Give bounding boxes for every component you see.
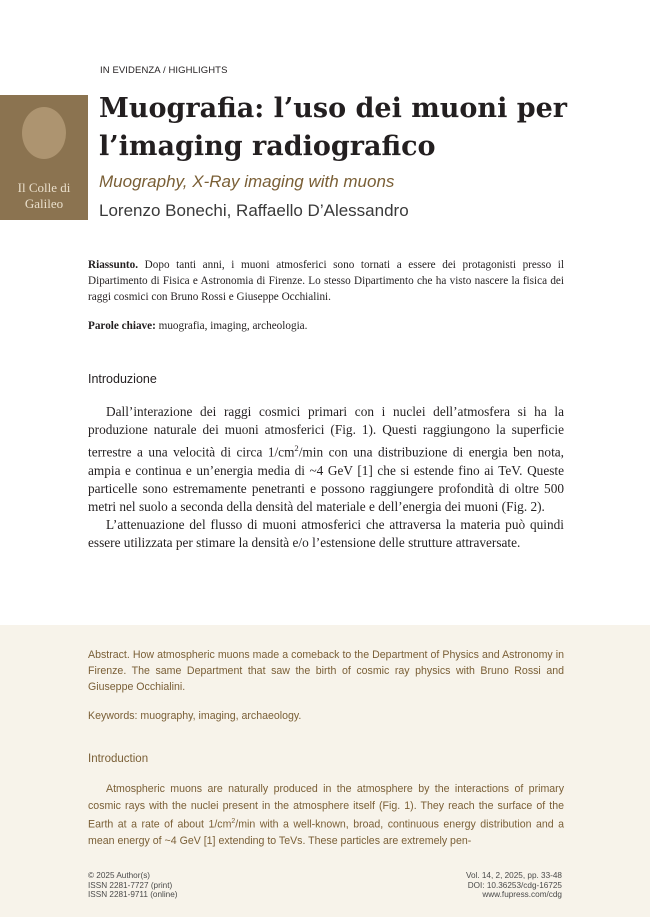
keywords-text-it: muografia, imaging, archeologia. bbox=[155, 320, 308, 332]
en-p1-superscript: 2 bbox=[231, 818, 236, 825]
italian-body bbox=[88, 403, 564, 552]
footer-url[interactable]: www.fupress.com/cdg bbox=[482, 890, 562, 900]
article-title bbox=[99, 90, 619, 166]
footer-right bbox=[466, 871, 562, 900]
it-p1-part-b: /min con una distribuzione di energia ben nota, ampia e continua e un’energia media di ~4 GeV [1] che si estende fino ai TeV. Queste particelle sono estremamente penetranti e possono raggiungere profondità di oltre 500 metri nel suolo a seconda della densità del materiale e dell’energia dei muoni (Fig. 2). bbox=[88, 444, 564, 514]
keywords-label-it: Parole chiave: bbox=[88, 320, 156, 332]
en-p1-part-b: /min with a well-known, broad, continuous energy distribution and a mean energy of ~4 GeV [1] extending to TeVs. These particles are extremely pen- bbox=[88, 818, 565, 848]
it-p1-superscript: 2 bbox=[294, 443, 299, 454]
section-tag: IN EVIDENZA / HIGHLIGHTS bbox=[100, 65, 228, 76]
logo-emblem-icon bbox=[22, 107, 66, 159]
footer-volume: Vol. 14, 2, 2025, pp. 33-48 bbox=[465, 871, 562, 880]
authors: Lorenzo Bonechi, Raffaello D’Alessandro bbox=[99, 201, 409, 220]
abstract-label-en: Abstract. bbox=[88, 649, 130, 661]
english-abstract bbox=[88, 648, 564, 695]
footer-copyright: © 2025 Author(s) bbox=[88, 871, 151, 880]
english-keywords bbox=[88, 709, 564, 725]
keywords-label-en: Keywords: bbox=[88, 710, 138, 722]
it-p1-part-a: Dall’interazione dei raggi cosmici primari con i nuclei dell’atmosfera si ha la produzione naturale dei muoni atmosferici (Fig. 1). Questi raggiungono la superficie terrestre a una velocità di circa 1/cm bbox=[88, 404, 564, 460]
logo-line2: Galileo bbox=[24, 196, 64, 211]
italian-paragraph-2: L’attenuazione del flusso di muoni atmosferici che attraversa la materia può quindi essere utilizzata per stimare la densità e/o l’estensione delle strutture attraversate. bbox=[88, 516, 564, 551]
abstract-text-en: How atmospheric muons made a comeback to the Department of Physics and Astronomy in Firenze. The same Department that saw the birth of cosmic ray physics with Bruno Rossi and Giuseppe Occhialini. bbox=[88, 649, 564, 693]
title-line2: l’imaging radiografico bbox=[99, 131, 436, 162]
heading-introduction: Introduction bbox=[88, 753, 149, 765]
english-paragraph-1 bbox=[88, 781, 564, 850]
logo-text bbox=[0, 180, 88, 212]
footer-doi[interactable]: DOI: 10.36253/cdg-16725 bbox=[467, 880, 562, 890]
italian-paragraph-1 bbox=[88, 403, 564, 516]
italian-keywords bbox=[88, 319, 564, 335]
en-p1-part-a: Atmospheric muons are naturally produced in the atmosphere by the interactions of primary cosmic rays with the nuclei present in the atmosphere itself (Fig. 1). They reach the surface of the Earth at a rate of about 1/cm bbox=[88, 783, 564, 831]
english-title: Muography, X-Ray imaging with muons bbox=[99, 172, 395, 191]
logo-line1: Il Colle di bbox=[17, 180, 71, 195]
journal-logo bbox=[0, 95, 88, 220]
footer-issn-print: ISSN 2281-7727 (print) bbox=[88, 880, 173, 890]
keywords-text-en: muography, imaging, archaeology. bbox=[137, 710, 302, 722]
footer-issn-online: ISSN 2281-9711 (online) bbox=[88, 890, 178, 900]
footer-left bbox=[88, 871, 178, 900]
title-line1: Muografia: l’uso dei muoni per bbox=[99, 93, 568, 124]
heading-introduzione: Introduzione bbox=[88, 372, 157, 386]
abstract-text-it: Dopo tanti anni, i muoni atmosferici sono tornati a essere dei protagonisti presso il Dipartimento di Fisica e Astronomia di Firenze. Lo stesso Dipartimento che ha visto nascere la fisica dei raggi cosmici con Bruno Rossi e Giuseppe Occhialini. bbox=[88, 259, 564, 303]
abstract-label-it: Riassunto. bbox=[88, 259, 139, 271]
italian-abstract bbox=[88, 258, 564, 305]
